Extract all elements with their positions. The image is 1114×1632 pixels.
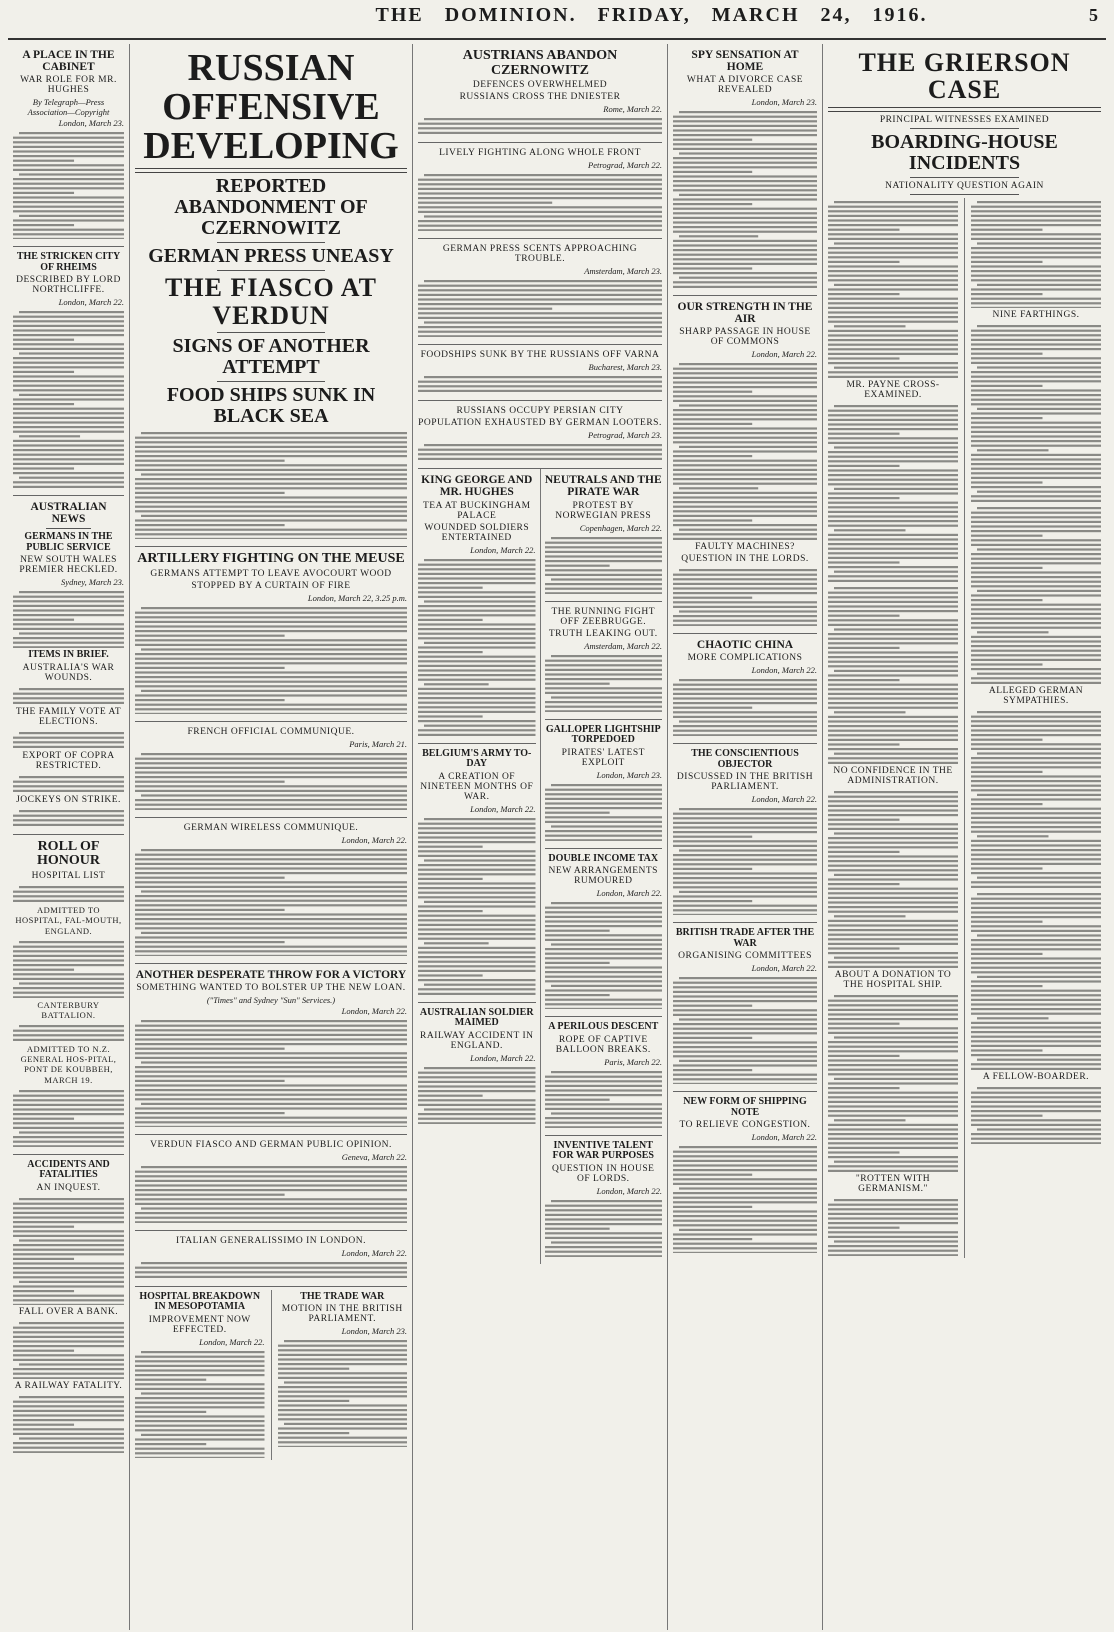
deck: SIGNS OF ANOTHER ATTEMPT — [172, 334, 370, 378]
subheadline: RUSSIANS CROSS THE DNIESTER — [459, 92, 621, 103]
subheadline: AN INQUEST. — [36, 1182, 101, 1193]
article-german-wireless — [135, 818, 407, 964]
subheadline: PROTEST BY NORWEGIAN PRESS — [555, 500, 652, 521]
article-pair-bottom — [135, 1287, 407, 1465]
subheadline: HOSPITAL LIST — [31, 871, 106, 882]
article-body-text — [13, 308, 124, 488]
column-3a — [418, 469, 536, 1263]
article-body-text — [971, 504, 1101, 684]
subheadline: FALL OVER A BANK. — [18, 1306, 119, 1317]
rule — [910, 128, 1019, 129]
headline: ROLL OF HONOUR — [37, 838, 100, 869]
headline: A PLACE IN THE CABINET — [22, 49, 115, 74]
dateline: London, March 22. — [58, 297, 124, 308]
dateline: London, March 22. — [596, 1185, 662, 1196]
column-5 — [823, 44, 1106, 1630]
article-body-text — [418, 115, 662, 135]
dateline: Petrograd, March 22. — [588, 160, 662, 171]
subheadline: GERMANS ATTEMPT TO LEAVE AVOCOURT WOOD — [150, 568, 392, 579]
dateline: London, March 22. — [751, 963, 817, 974]
dateline: London, March 22. — [751, 349, 817, 360]
article-lively-fighting — [418, 143, 662, 239]
subheadline: EXPORT OF COPRA RESTRICTED. — [22, 750, 115, 771]
subheadline: RAILWAY ACCIDENT IN ENGLAND. — [420, 1030, 534, 1051]
dateline: Amsterdam, March 23. — [584, 266, 662, 277]
headline: GALLOPER LIGHTSHIP TORPEDOED — [545, 723, 661, 745]
rule — [217, 242, 326, 243]
column-4 — [668, 44, 823, 1630]
lead-headline: THE GRIERSON CASE — [858, 48, 1071, 105]
article-verdun-public-opinion — [135, 1135, 407, 1231]
headline: THE STRICKEN CITY OF RHEIMS — [16, 251, 121, 273]
hospital-list-heading: CANTERBURY BATTALION. — [37, 999, 100, 1020]
headline: THE RUNNING FIGHT OFF ZEEBRUGGE. — [551, 606, 655, 627]
subhead: NINE FARTHINGS. — [992, 309, 1080, 320]
subhead: ABOUT A DONATION TO THE HOSPITAL SHIP. — [834, 969, 952, 990]
subheadline: MORE COMPLICATIONS — [687, 653, 803, 664]
subheadline: MOTION IN THE BRITISH PARLIAMENT. — [281, 1304, 403, 1325]
subheadline: TEA AT BUCKINGHAM PALACE — [422, 500, 531, 521]
headline: DOUBLE INCOME TAX — [548, 852, 659, 864]
subheadline: THE FAMILY VOTE AT ELECTIONS. — [15, 706, 122, 727]
dateline: Rome, March 22. — [603, 104, 662, 115]
grierson-body-left — [828, 198, 958, 1258]
article-accidents — [13, 1155, 124, 1460]
lead-headline: RUSSIAN OFFENSIVE DEVELOPING — [143, 47, 399, 167]
article-body-text — [673, 805, 817, 915]
headline: KING GEORGE AND MR. HUGHES — [421, 474, 533, 499]
headline: NEW FORM OF SHIPPING NOTE — [683, 1096, 807, 1118]
subheadline: POPULATION EXHAUSTED BY GERMAN LOOTERS. — [418, 418, 662, 429]
dateline: London, March 22. — [751, 665, 817, 676]
masthead-center — [376, 4, 928, 27]
article-spy-sensation — [673, 44, 817, 296]
rule — [910, 194, 1019, 195]
dateline: Amsterdam, March 22. — [584, 640, 662, 651]
article-body-text — [135, 1017, 407, 1127]
headline: LIVELY FIGHTING ALONG WHOLE FRONT — [439, 148, 641, 159]
article-persian-city — [418, 401, 662, 469]
grierson-body — [828, 198, 1101, 1258]
headline: ANOTHER DESPERATE THROW FOR A VICTORY — [135, 968, 407, 981]
subheadline: DISCUSSED IN THE BRITISH PARLIAMENT. — [676, 772, 814, 793]
article-body-text — [828, 198, 958, 378]
masthead — [8, 4, 1106, 40]
article-british-trade — [673, 923, 817, 1092]
subheadline: TRUTH LEAKING OUT. — [548, 628, 658, 639]
article-body-text — [135, 750, 407, 810]
article-body-text — [673, 108, 817, 288]
column-3 — [413, 44, 668, 1630]
subheadline: NEW ARRANGEMENTS RUMOURED — [548, 866, 658, 886]
article-body-text — [418, 556, 536, 736]
article-body-text — [13, 685, 124, 705]
subheadline: PRINCIPAL WITNESSES EXAMINED — [879, 114, 1050, 125]
headline: NEUTRALS AND THE PIRATE WAR — [544, 474, 662, 499]
rule — [828, 107, 1101, 112]
headline: ITEMS IN BRIEF. — [28, 649, 109, 661]
article-body-text — [13, 883, 124, 903]
dateline: Copenhagen, March 22. — [579, 522, 662, 533]
article-foodships-varna — [418, 345, 662, 401]
subheadline: AUSTRALIA'S WAR WOUNDS. — [22, 662, 115, 683]
article-body-text — [971, 1084, 1101, 1144]
headline: ITALIAN GENERALISSIMO IN LONDON. — [176, 1235, 366, 1246]
article-zeebrugge — [545, 602, 663, 720]
subheadline: DESCRIBED BY LORD NORTHCLIFFE. — [16, 275, 121, 296]
subheadline: SOMETHING WANTED TO BOLSTER UP THE NEW LOAN. — [136, 982, 406, 993]
byline: By Telegraph—Press Association—Copyright — [27, 97, 110, 118]
article-body-text — [13, 1022, 124, 1042]
article-body-text — [418, 1064, 536, 1124]
article-body-text — [828, 402, 958, 582]
subheadline: NEW SOUTH WALES PREMIER HECKLED. — [19, 555, 118, 576]
article-double-income-tax — [545, 849, 663, 1018]
article-body-text — [828, 584, 958, 764]
headline: BELGIUM'S ARMY TO-DAY — [422, 747, 532, 769]
headline: HOSPITAL BREAKDOWN IN MESOPOTAMIA — [139, 1290, 261, 1313]
article-body-text — [13, 773, 124, 793]
column-divider — [964, 198, 965, 1258]
article-body-text — [418, 815, 536, 995]
article-inventive-talent — [545, 1136, 663, 1264]
subheadline: TO RELIEVE CONGESTION. — [679, 1120, 811, 1131]
headline: FRENCH OFFICIAL COMMUNIQUE. — [187, 726, 355, 737]
article-belgium-army — [418, 744, 536, 1003]
dateline: London, March 23. — [341, 1326, 407, 1337]
article-body-text — [418, 171, 662, 231]
subheadline: ORGANISING COMMITTEES — [678, 951, 812, 962]
article-australian-news — [13, 496, 124, 835]
dateline: London, March 23. — [58, 118, 124, 129]
columns — [8, 44, 1106, 1630]
article-body-text — [13, 1087, 124, 1147]
article-body-text — [13, 807, 124, 827]
article-body-text — [971, 708, 1101, 888]
article-czernowitz — [418, 44, 662, 143]
article-body-text — [135, 1163, 407, 1223]
article-trade-war — [278, 1290, 408, 1460]
article-body-text — [971, 198, 1101, 308]
article-body-text — [828, 788, 958, 968]
article-meuse — [135, 547, 407, 722]
dateline: London, March 22. — [470, 1052, 536, 1063]
article-perilous-descent — [545, 1017, 663, 1136]
article-body-text — [418, 373, 662, 393]
article-body-text — [13, 129, 124, 239]
deck: THE FIASCO AT VERDUN — [165, 273, 377, 330]
article-body-text — [971, 322, 1101, 502]
article-body-text — [545, 1197, 663, 1257]
deck: REPORTED ABANDONMENT OF CZERNOWITZ — [174, 175, 368, 240]
article-body-text — [545, 899, 663, 1009]
article-body-text — [673, 974, 817, 1084]
dateline: London, March 22. — [341, 834, 407, 845]
headline: THE TRADE WAR — [300, 1290, 385, 1302]
article-body-text — [13, 1319, 124, 1379]
dateline: London, March 22. — [470, 544, 536, 555]
dateline: London, March 22. — [341, 1005, 407, 1016]
article-strength-in-air — [673, 296, 817, 634]
article-body-text — [13, 729, 124, 749]
article-german-press-trouble — [418, 239, 662, 345]
subhead: MR. PAYNE CROSS-EXAMINED. — [846, 379, 940, 400]
dateline: London, March 22. — [199, 1336, 265, 1347]
subheadline: JOCKEYS ON STRIKE. — [16, 794, 121, 805]
headline: A PERILOUS DESCENT — [548, 1021, 659, 1032]
headline: BRITISH TRADE AFTER THE WAR — [675, 927, 815, 949]
article-body-text — [545, 534, 663, 594]
article-body-text — [278, 1337, 408, 1447]
article-king-george-hughes — [418, 469, 536, 743]
article-body-text — [135, 1348, 265, 1458]
subhead: A FELLOW-BOARDER. — [982, 1071, 1090, 1082]
dateline: Bucharest, March 23. — [588, 362, 662, 373]
subheadline: WOUNDED SOLDIERS ENTERTAINED — [424, 522, 530, 543]
subheadline: WAR ROLE FOR MR. HUGHES — [20, 75, 117, 96]
article-body-text — [673, 360, 817, 540]
hospital-list-heading: ADMITTED TO HOSPITAL, FAL-MOUTH, ENGLAND. — [15, 905, 122, 936]
article-body-text — [135, 846, 407, 956]
headline: INVENTIVE TALENT FOR WAR PURPOSES — [552, 1139, 654, 1161]
subheadline: STOPPED BY A CURTAIN OF FIRE — [191, 580, 351, 591]
headline: CHAOTIC CHINA — [696, 639, 794, 652]
article-body-text — [135, 429, 407, 539]
subheadline: IMPROVEMENT NOW EFFECTED. — [148, 1314, 251, 1335]
headline: GERMAN PRESS SCENTS APPROACHING TROUBLE. — [442, 244, 638, 265]
grierson-body-right — [971, 198, 1101, 1258]
subheadline: QUESTION IN THE LORDS. — [681, 554, 809, 565]
dateline: London, March 22, 3.25 p.m. — [307, 592, 407, 603]
column-3b — [545, 469, 663, 1263]
article-grierson-case — [828, 44, 1101, 1263]
article-french-communique — [135, 722, 407, 818]
subheadline: A RAILWAY FATALITY. — [14, 1380, 123, 1391]
subhead: ALLEGED GERMAN SYMPATHIES. — [988, 685, 1084, 706]
subheadline: NATIONALITY QUESTION AGAIN — [885, 180, 1044, 191]
rule — [910, 177, 1019, 178]
article-body-text — [828, 1196, 958, 1256]
article-body-text — [418, 441, 662, 461]
dateline: Paris, March 21. — [349, 738, 407, 749]
headline: SPY SENSATION AT HOME — [691, 49, 799, 74]
subheadline: PIRATES' LATEST EXPLOIT — [561, 747, 645, 768]
subheadline: A CREATION OF NINETEEN MONTHS OF WAR. — [420, 771, 534, 802]
dateline: London, March 22. — [596, 888, 662, 898]
article-italian-generalissimo — [135, 1231, 407, 1287]
article-body-text — [545, 652, 663, 712]
article-body-text — [673, 1143, 817, 1253]
dateline: Petrograd, March 23. — [588, 430, 662, 441]
dateline: London, March 23. — [596, 769, 662, 780]
rule — [135, 168, 407, 173]
headline: AUSTRIANS ABANDON CZERNOWITZ — [462, 48, 618, 78]
article-body-text — [673, 566, 817, 626]
headline: ARTILLERY FIGHTING ON THE MEUSE — [137, 550, 405, 566]
dateline: Sydney, March 23. — [61, 577, 124, 588]
rule — [217, 381, 326, 382]
dateline: London, March 22. — [751, 794, 817, 805]
byline: ("Times" and Sydney "Sun" Services.) — [206, 994, 336, 1005]
dateline: London, March 22. — [341, 1247, 407, 1258]
article-neutrals-pirate — [545, 469, 663, 601]
column-2 — [130, 44, 413, 1630]
article-rheims — [13, 247, 124, 496]
subheadline: WHAT A DIVORCE CASE REVEALED — [686, 75, 804, 96]
headline: AUSTRALIAN NEWS — [30, 501, 107, 526]
dateline: London, March 23. — [751, 97, 817, 108]
headline: GERMAN WIRELESS COMMUNIQUE. — [183, 822, 359, 833]
subhead: "ROTTEN WITH GERMANISM." — [855, 1173, 931, 1194]
article-body-text — [13, 1393, 124, 1453]
column-divider — [271, 1290, 272, 1460]
headline: FOODSHIPS SUNK BY THE RUSSIANS OFF VARNA — [420, 350, 660, 361]
article-body-text — [135, 604, 407, 714]
article-hospital-breakdown — [135, 1290, 265, 1460]
article-galloper-lightship — [545, 720, 663, 849]
article-desperate-throw — [135, 964, 407, 1135]
article-shipping-note — [673, 1092, 817, 1260]
rule — [217, 270, 326, 271]
article-place-in-cabinet — [13, 44, 124, 247]
article-body-text — [971, 890, 1101, 1070]
subheadline: DEFENCES OVERWHELMED — [472, 80, 608, 91]
dateline: London, March 22. — [470, 803, 536, 814]
headline: OUR STRENGTH IN THE AIR — [677, 301, 813, 326]
column-divider — [540, 469, 541, 1263]
article-russian-offensive — [135, 44, 407, 547]
headline: VERDUN FIASCO AND GERMAN PUBLIC OPINION. — [150, 1139, 392, 1150]
rule — [46, 528, 90, 529]
dateline: Paris, March 22. — [604, 1056, 662, 1067]
subheadline: SHARP PASSAGE IN HOUSE OF COMMONS — [679, 327, 811, 348]
article-conscientious-objector — [673, 744, 817, 923]
article-roll-of-honour — [13, 835, 124, 1155]
article-chaotic-china — [673, 634, 817, 744]
article-australian-soldier — [418, 1003, 536, 1131]
article-body-text — [13, 1195, 124, 1305]
article-body-text — [13, 938, 124, 998]
headline: THE CONSCIENTIOUS OBJECTOR — [691, 748, 799, 770]
subheadline: QUESTION IN HOUSE OF LORDS. — [552, 1163, 655, 1184]
headline: ACCIDENTS AND FATALITIES — [27, 1158, 110, 1181]
rule — [217, 332, 326, 333]
column-1 — [8, 44, 130, 1630]
headline: AUSTRALIAN SOLDIER MAIMED — [419, 1006, 534, 1028]
page-number: 5 — [1089, 5, 1100, 25]
deck: BOARDING-HOUSE INCIDENTS — [871, 130, 1058, 174]
headline: RUSSIANS OCCUPY PERSIAN CITY — [456, 406, 624, 417]
subheadline: FAULTY MACHINES? — [695, 542, 795, 553]
dateline: London, March 22. — [751, 1132, 817, 1143]
headline: GERMANS IN THE PUBLIC SERVICE — [24, 531, 113, 553]
column-3-split — [418, 469, 662, 1263]
article-body-text — [828, 992, 958, 1172]
article-body-text — [545, 781, 663, 841]
subhead: NO CONFIDENCE IN THE ADMINISTRATION. — [833, 765, 953, 786]
article-body-text — [135, 1259, 407, 1279]
issue-date: MARCH 24, 1916. — [711, 4, 928, 26]
article-body-text — [545, 1068, 663, 1128]
article-body-text — [13, 588, 124, 648]
issue-day: FRIDAY, — [597, 4, 691, 26]
article-body-text — [673, 676, 817, 736]
article-body-text — [418, 277, 662, 337]
hospital-list-heading: ADMITTED TO N.Z. GENERAL HOS-PITAL, PONT DE KOUBBEH, MARCH 19. — [20, 1044, 117, 1085]
dateline: Geneva, March 22. — [341, 1151, 407, 1162]
subheadline: ROPE OF CAPTIVE BALLOON BREAKS. — [555, 1034, 651, 1055]
paper-name: THE DOMINION. — [375, 4, 577, 26]
deck: FOOD SHIPS SUNK IN BLACK SEA — [166, 383, 376, 427]
deck: GERMAN PRESS UNEASY — [148, 245, 394, 268]
